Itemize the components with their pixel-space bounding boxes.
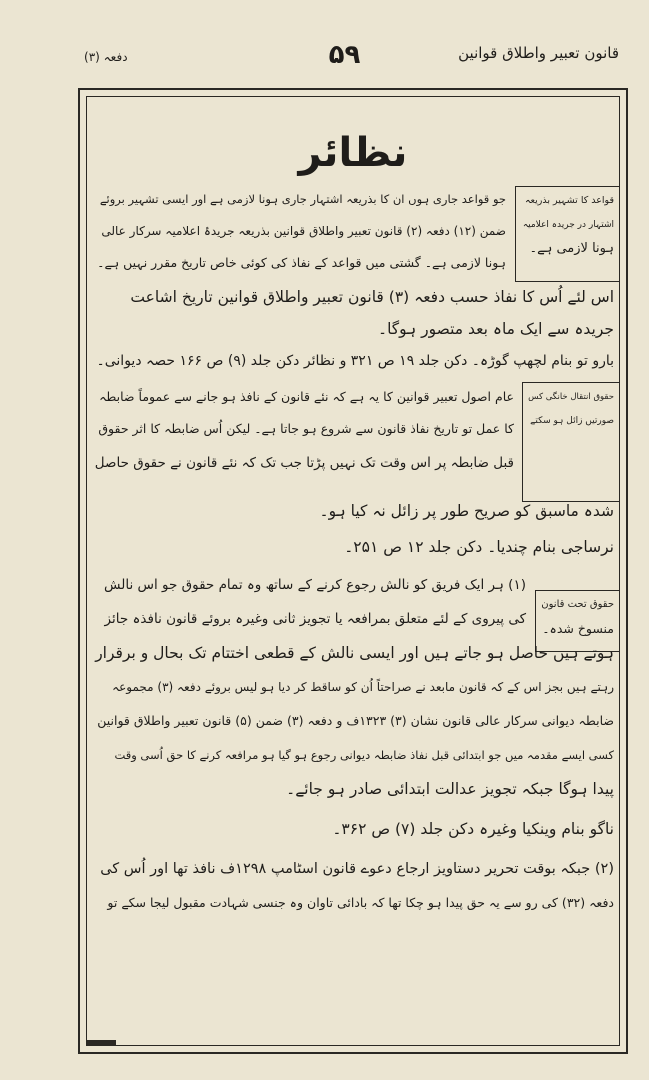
sidenote-line: منسوخ شدہ۔ — [542, 621, 614, 636]
body-line: (۱) ہر ایک فریق کو نالش رجوع کرنے کے ساتھ وہ تمام حقوق جو اس نالش — [104, 577, 526, 593]
body-line: (۲) جبکہ بوقت تحریر دستاویز ارجاع دعوے قانون اسٹامپ ۱۲۹۸ف نافذ تھا اور اُس کی — [100, 861, 614, 877]
print-mark — [86, 1040, 116, 1046]
sidenote-line: قواعد کا تشہیر بذریعہ — [524, 195, 614, 206]
sidenote-rights — [522, 382, 620, 502]
citation-line: بارو تو بنام لچھپ گوڑہ۔ دکن جلد ۱۹ ص ۳۲۱ و نظائر دکن جلد (۹) ص ۱۶۶ حصہ دیوانی۔ — [96, 353, 614, 369]
body-line: ہونا لازمی ہے۔ گشتی میں قواعد کے نفاذ کی کوئی خاص تاریخ مقرر نہیں ہے۔ — [97, 255, 506, 270]
body-line: اس لئے اُس کا نفاذ حسب دفعہ (۳) قانون تعبیر واطلاق قوانین تاریخ اشاعت — [130, 288, 614, 306]
running-title: قانون تعبیر واطلاق قوانین — [458, 44, 619, 62]
body-line: کی پیروی کے لئے متعلق بمرافعہ یا تجویز ثانی وغیرہ بروئے قانون نافذہ جائز — [104, 611, 526, 627]
body-line: کا عمل تو تاریخ نفاذ قانون سے شروع ہو جاتا ہے۔ لیکن اُس ضابطہ کا اثر حقوق — [98, 421, 514, 436]
body-line: ضابطہ دیوانی سرکار عالی قانون نشان (۳) ۱۳۲۳ف و دفعہ (۳) ضمن (۵) قانون تعبیر واطلاق قوانین — [97, 713, 614, 728]
body-line: قبل ضابطہ پر اس وقت تک نہیں پڑتا جب تک کہ نئے قانون نے حقوق حاصل — [94, 455, 514, 471]
sidenote-publication — [515, 186, 620, 282]
content-frame — [78, 88, 628, 1054]
sidenote-line: ہونا لازمی ہے۔ — [529, 241, 614, 256]
section-title: نظائر — [298, 130, 408, 176]
body-line: جو قواعد جاری ہوں ان کا بذریعہ اشتہار جاری ہونا لازمی ہے اور ایسی تشہیر بروئے — [99, 192, 506, 206]
body-line: پیدا ہوگا جبکہ تجویز عدالت ابتدائی صادر ہو جائے۔ — [286, 780, 614, 798]
body-line: جریدہ سے ایک ماہ بعد متصور ہوگا۔ — [377, 320, 614, 338]
page-header — [70, 40, 619, 80]
citation-line: نرساجی بنام چندیا۔ دکن جلد ۱۲ ص ۲۵۱۔ — [344, 538, 614, 556]
page-number: ۵۹ — [328, 40, 361, 70]
body-line: رہتے ہیں بجز اس کے کہ قانون مابعد نے صراحتاً اُن کو ساقط کر دیا ہو لیس بروئے دفعہ (۳) مجموعہ — [112, 680, 614, 694]
body-line: دفعہ (۳۲) کی رو سے یہ حق پیدا ہو چکا تھا کہ بادائی تاوان وہ جنسی شہادت مقبول لیجا سکے تو — [107, 895, 614, 910]
sidenote-line: حقوق تحت قانون — [541, 599, 614, 610]
sidenote-line: اشتہار در جریدہ اعلامیہ — [522, 220, 614, 230]
body-line: عام اصول تعبیر قوانین کا یہ ہے کہ نئے قانون کے نافذ ہو جانے سے عموماً ضابطہ — [99, 389, 514, 404]
body-line: کسی ایسے مقدمہ میں جو ابتدائی قبل نفاذ ضابطہ دیوانی رجوع ہو گیا ہو مرافعہ کرنے کا حق اُسی وقت — [114, 748, 614, 762]
sidenote-line: حقوق انتقال خانگی کس — [528, 392, 614, 402]
body-line: ہوتے ہیں حاصل ہو جاتے ہیں اور ایسی نالش کے قطعی اختتام تک بحال و برقرار — [95, 644, 614, 662]
section-reference: دفعہ (۳) — [84, 50, 128, 64]
citation-line: ناگو بنام وینکیا وغیرہ دکن جلد (۷) ص ۳۶۲۔ — [332, 820, 614, 838]
sidenote-line: صورتیں زائل ہو سکتے — [530, 416, 614, 426]
body-line: شدہ ماسبق کو صریح طور پر زائل نہ کیا ہو۔ — [319, 502, 614, 520]
body-line: ضمن (۱۲) دفعہ (۲) قانون تعبیر واطلاق قوانین بذریعہ جریدۂ اعلامیہ سرکار عالی — [101, 224, 506, 238]
